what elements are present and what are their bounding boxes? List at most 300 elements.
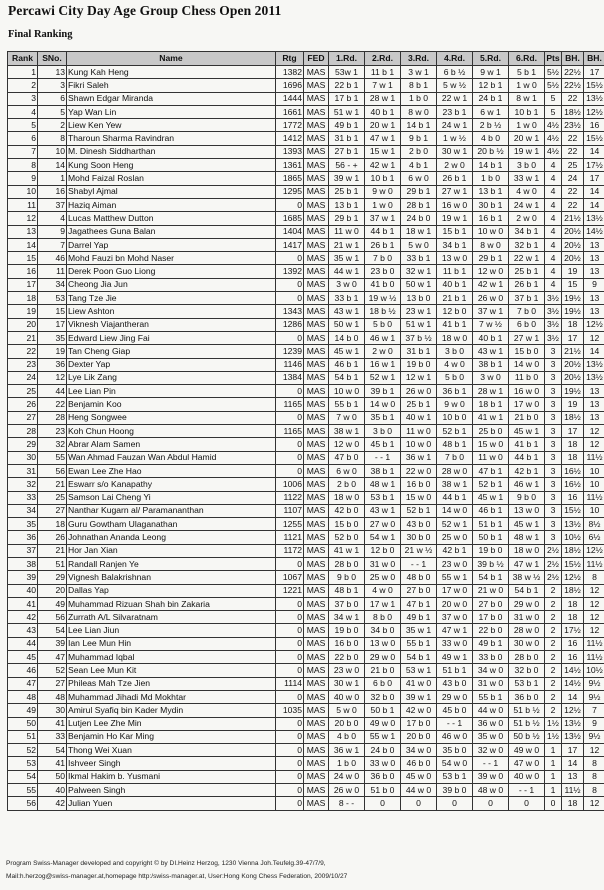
table-cell: 20½ (562, 358, 584, 371)
table-cell: 56 (38, 611, 67, 624)
table-cell: 0 (276, 770, 304, 783)
table-cell: 48 b 0 (401, 571, 437, 584)
table-cell: 15 b 0 (329, 518, 365, 531)
table-cell: 15 b 0 (509, 345, 545, 358)
table-cell: 1685 (276, 212, 304, 225)
table-cell: 46 b 1 (329, 358, 365, 371)
table-cell: 27 b 0 (401, 584, 437, 597)
table-cell: 5 (38, 105, 67, 118)
table-cell: Haziq Aiman (67, 198, 276, 211)
table-cell: 41 b 1 (509, 438, 545, 451)
table-cell: 2 w 0 (509, 212, 545, 225)
table-cell: MAS (304, 704, 329, 717)
table-cell: 51 (8, 730, 38, 743)
table-cell: MAS (304, 425, 329, 438)
table-cell: 52 b 1 (473, 478, 509, 491)
table-cell: Yap Wan Lin (67, 105, 276, 118)
table-cell: 1146 (276, 358, 304, 371)
table-row (8, 238, 604, 251)
table-cell: 4 b 1 (401, 159, 437, 172)
table-cell: 10½ (584, 664, 604, 677)
table-cell: 8 (584, 757, 604, 770)
table-cell: 29 w 0 (437, 690, 473, 703)
table-cell: 53 b 1 (365, 491, 401, 504)
table-cell: Muhammad Jihadi Md Mokhtar (67, 690, 276, 703)
table-cell: Benjamin Koo (67, 398, 276, 411)
table-cell: 0 (276, 451, 304, 464)
table-cell: 54 w 1 (365, 531, 401, 544)
table-cell: 0 (276, 331, 304, 344)
table-cell: 10 b 1 (509, 105, 545, 118)
table-cell: 20½ (562, 238, 584, 251)
table-cell: 13½ (584, 92, 604, 105)
table-cell: 4 (545, 159, 562, 172)
table-cell: 50 b 1 (365, 704, 401, 717)
table-cell: 7 b 0 (365, 252, 401, 265)
table-cell: 26 w 0 (401, 385, 437, 398)
table-cell: MAS (304, 464, 329, 477)
table-cell: 0 (365, 797, 401, 810)
table-cell: 34 b 1 (437, 238, 473, 251)
table-cell: 18 (562, 597, 584, 610)
table-cell: 25 b 0 (473, 425, 509, 438)
table-cell: 49 b 1 (401, 611, 437, 624)
table-cell: 12½ (584, 318, 604, 331)
table-cell: 54 (38, 624, 67, 637)
table-cell: MAS (304, 518, 329, 531)
table-cell: 4 b 0 (473, 132, 509, 145)
column-header: 4.Rd. (437, 52, 473, 66)
table-row (8, 331, 604, 344)
table-cell: 4 b 0 (329, 730, 365, 743)
table-cell: 37 w 0 (437, 611, 473, 624)
table-cell: 41 (38, 717, 67, 730)
table-cell: 9 (584, 278, 604, 291)
table-cell: Muhammad Rizuan Shah bin Zakaria (67, 597, 276, 610)
ranking-table (7, 51, 604, 811)
table-cell: 10 w 0 (401, 438, 437, 451)
table-cell: 16 b 1 (473, 212, 509, 225)
table-cell: 40 b 1 (365, 105, 401, 118)
table-cell: Ian Lee Mun Hin (67, 637, 276, 650)
table-cell: 1 (8, 66, 38, 79)
table-cell: 43 b 0 (401, 518, 437, 531)
table-row (8, 478, 604, 491)
table-cell: 2 b 0 (329, 478, 365, 491)
table-cell: 3 (545, 491, 562, 504)
table-cell: 35 w 0 (473, 730, 509, 743)
table-cell: 1 (545, 784, 562, 797)
table-cell: 7 (38, 238, 67, 251)
table-cell: 38 b 1 (473, 358, 509, 371)
table-cell: 1121 (276, 531, 304, 544)
table-cell: MAS (304, 611, 329, 624)
column-header: BH. (562, 52, 584, 66)
table-cell: 2 w 0 (365, 345, 401, 358)
table-cell: 33 b 0 (473, 651, 509, 664)
table-cell: 1286 (276, 318, 304, 331)
table-cell: 56 - + (329, 159, 365, 172)
table-cell: 33 (8, 491, 38, 504)
table-cell: 42 b 0 (329, 504, 365, 517)
table-cell: 3½ (545, 292, 562, 305)
table-cell: 13 (584, 305, 604, 318)
table-row (8, 411, 604, 424)
table-cell: 56 (8, 797, 38, 810)
table-cell: 47 b 1 (401, 597, 437, 610)
table-cell: 44 w 0 (473, 704, 509, 717)
table-cell: 40 w 1 (401, 411, 437, 424)
table-cell: 18 (562, 318, 584, 331)
table-cell: 19 w 1 (509, 145, 545, 158)
table-cell: 18 b ½ (365, 305, 401, 318)
table-cell: 19 (562, 265, 584, 278)
table-cell: 3 (545, 464, 562, 477)
column-header: Rtg (276, 52, 304, 66)
table-cell: 3½ (545, 305, 562, 318)
table-cell: 23 (38, 425, 67, 438)
table-cell: 8½ (584, 518, 604, 531)
table-cell: 29 (8, 438, 38, 451)
table-cell: 18 (38, 518, 67, 531)
table-cell: 34 b 1 (509, 225, 545, 238)
table-cell: 2 (545, 690, 562, 703)
table-cell: 15½ (584, 132, 604, 145)
table-cell: 9 b 0 (329, 571, 365, 584)
table-cell: 18 (562, 797, 584, 810)
table-row (8, 730, 604, 743)
table-cell: 15 w 1 (365, 145, 401, 158)
table-cell: 42 b 1 (509, 464, 545, 477)
table-cell: Samson Lai Cheng Yi (67, 491, 276, 504)
table-cell: 22 (562, 92, 584, 105)
table-cell: 51 b ½ (509, 704, 545, 717)
table-cell: 54 (38, 744, 67, 757)
table-cell: 7 b 0 (509, 305, 545, 318)
table-cell: Kung Soon Heng (67, 159, 276, 172)
table-cell: 19 b 0 (401, 358, 437, 371)
table-row (8, 464, 604, 477)
table-cell: 11½ (584, 637, 604, 650)
table-cell: 52 b 0 (329, 531, 365, 544)
table-cell: 0 (276, 198, 304, 211)
table-cell: 12 b 1 (473, 79, 509, 92)
table-cell: 15 b 1 (437, 225, 473, 238)
table-cell: Phileas Mah Tze Jien (67, 677, 276, 690)
table-cell: 9½ (584, 730, 604, 743)
table-cell: MAS (304, 717, 329, 730)
table-cell: 14 (562, 690, 584, 703)
table-cell: 9 b 1 (401, 132, 437, 145)
table-cell: 43 w 1 (473, 345, 509, 358)
table-cell: 6 b ½ (437, 66, 473, 79)
table-cell: 7 w 1 (365, 79, 401, 92)
table-cell: MAS (304, 744, 329, 757)
table-cell: Sean Lee Mun Kit (67, 664, 276, 677)
table-cell: 2 b ½ (473, 119, 509, 132)
column-header: Rank (8, 52, 38, 66)
table-cell: 1696 (276, 79, 304, 92)
table-cell: 37 (38, 198, 67, 211)
table-cell: 13 b 1 (329, 198, 365, 211)
table-cell: 46 w 0 (437, 730, 473, 743)
table-cell: - - 1 (509, 784, 545, 797)
column-header: 2.Rd. (365, 52, 401, 66)
table-row (8, 651, 604, 664)
table-cell: 42 b 1 (437, 544, 473, 557)
table-cell: 38 w 1 (437, 478, 473, 491)
table-cell: 11 (8, 198, 38, 211)
table-cell: 1417 (276, 238, 304, 251)
table-cell: 11 b 1 (437, 265, 473, 278)
table-cell: 4 (545, 212, 562, 225)
table-cell: 37 w 1 (365, 212, 401, 225)
table-cell: 6 (38, 92, 67, 105)
table-cell: 36 b 1 (437, 385, 473, 398)
table-row (8, 119, 604, 132)
table-cell: 6 w 0 (329, 464, 365, 477)
table-cell: 27 (38, 504, 67, 517)
table-cell: MAS (304, 92, 329, 105)
table-cell: 48 b 1 (329, 584, 365, 597)
table-cell: Dexter Yap (67, 358, 276, 371)
table-cell: MAS (304, 624, 329, 637)
table-cell: 1384 (276, 371, 304, 384)
table-cell: 3 (545, 438, 562, 451)
table-cell: 32 w 1 (401, 265, 437, 278)
table-cell: 4 w 0 (365, 584, 401, 597)
table-row (8, 79, 604, 92)
table-cell: 2 (545, 584, 562, 597)
table-cell: 1221 (276, 584, 304, 597)
table-cell: 23½ (562, 119, 584, 132)
table-cell: 20 b 0 (329, 717, 365, 730)
table-cell: 37 b 0 (329, 597, 365, 610)
header-row (8, 52, 604, 66)
table-cell: Cheong Jia Jun (67, 278, 276, 291)
table-cell: 0 (276, 744, 304, 757)
table-cell: 26 b 1 (437, 172, 473, 185)
table-cell: 55 w 1 (437, 571, 473, 584)
table-cell: 33 w 0 (365, 757, 401, 770)
footer-contact: Mail:h.herzog@swiss-manager.at,homepage http:/swiss-manager.at, User:Hong Kong Chess Federation, 2009/10/27 (6, 873, 348, 880)
table-cell: 12 (584, 744, 604, 757)
table-cell: 1865 (276, 172, 304, 185)
table-cell: 2 (545, 704, 562, 717)
table-cell: 12 (8, 212, 38, 225)
table-row (8, 744, 604, 757)
table-cell: 19 w 1 (437, 212, 473, 225)
table-cell: 22 (562, 185, 584, 198)
table-cell: Wan Ahmad Fauzan Wan Abdul Hamid (67, 451, 276, 464)
table-cell: 14 b 0 (329, 331, 365, 344)
table-cell: Nanthar Kugarn al/ Paramananthan (67, 504, 276, 517)
table-cell: 32 (8, 478, 38, 491)
table-cell: 4 (545, 265, 562, 278)
table-cell: 18 w 0 (329, 491, 365, 504)
table-cell: 20 w 1 (365, 119, 401, 132)
table-cell: 0 (276, 664, 304, 677)
table-cell: 47 b 1 (473, 464, 509, 477)
table-cell: 0 (276, 717, 304, 730)
table-cell: 29 b 1 (473, 252, 509, 265)
table-cell: 28 b 0 (509, 651, 545, 664)
table-cell: 11 b 0 (509, 371, 545, 384)
table-cell: 13 (584, 385, 604, 398)
table-cell: 45 w 1 (473, 491, 509, 504)
table-cell: 23 w 0 (437, 557, 473, 570)
table-row (8, 345, 604, 358)
table-cell: 48 b 1 (437, 438, 473, 451)
table-cell: MAS (304, 305, 329, 318)
table-row (8, 704, 604, 717)
table-cell: 39 (8, 571, 38, 584)
table-cell: 1404 (276, 225, 304, 238)
table-cell: 0 (276, 557, 304, 570)
table-cell: 39 w 1 (401, 690, 437, 703)
table-cell: 5 b 0 (365, 318, 401, 331)
table-cell: 0 (473, 797, 509, 810)
table-row (8, 278, 604, 291)
column-header: 3.Rd. (401, 52, 437, 66)
table-cell: 21 (38, 544, 67, 557)
table-row (8, 318, 604, 331)
table-cell: 9 b 0 (509, 491, 545, 504)
table-cell: 0 (276, 690, 304, 703)
table-cell: - - 1 (365, 451, 401, 464)
table-cell: 25 w 0 (365, 571, 401, 584)
table-cell: 17½ (584, 159, 604, 172)
table-cell: 11½ (584, 557, 604, 570)
table-cell: Ishveer Singh (67, 757, 276, 770)
table-cell: 10 b 1 (365, 172, 401, 185)
table-cell: 30 (38, 704, 67, 717)
table-cell: 1 b 0 (473, 172, 509, 185)
table-cell: MAS (304, 371, 329, 384)
table-cell: 8 (8, 159, 38, 172)
table-cell: 28 (38, 411, 67, 424)
table-cell: 12½ (584, 544, 604, 557)
table-cell: 10 (584, 504, 604, 517)
table-cell: 6 (8, 132, 38, 145)
table-cell: 37 b ½ (401, 331, 437, 344)
table-cell: Palween Singh (67, 784, 276, 797)
table-cell: 0 (276, 730, 304, 743)
table-cell: Mohd Faizal Roslan (67, 172, 276, 185)
table-cell: 21 b 0 (509, 411, 545, 424)
table-cell: 16 (562, 637, 584, 650)
table-row (8, 451, 604, 464)
table-cell: 13 b 1 (473, 185, 509, 198)
table-cell: 1412 (276, 132, 304, 145)
table-cell: 53 (38, 292, 67, 305)
table-cell: 1 w 0 (365, 198, 401, 211)
table-cell: 23 b 1 (437, 105, 473, 118)
table-cell: 37 b 1 (509, 292, 545, 305)
table-cell: MAS (304, 172, 329, 185)
table-cell: 0 (276, 438, 304, 451)
table-cell: MAS (304, 331, 329, 344)
table-row (8, 637, 604, 650)
table-cell: 34 (8, 504, 38, 517)
table-cell: 12½ (584, 105, 604, 118)
table-cell: 11 b 1 (365, 66, 401, 79)
table-cell: 47 w 1 (365, 132, 401, 145)
table-cell: Benjamin Ho Kar Ming (67, 730, 276, 743)
table-cell: 21 w ½ (401, 544, 437, 557)
table-row (8, 371, 604, 384)
table-cell: 26 w 0 (329, 784, 365, 797)
table-row (8, 305, 604, 318)
table-cell: 28 w 0 (509, 624, 545, 637)
table-cell: MAS (304, 265, 329, 278)
table-cell: 1295 (276, 185, 304, 198)
table-cell: 19½ (562, 385, 584, 398)
table-cell: MAS (304, 504, 329, 517)
table-cell: 1255 (276, 518, 304, 531)
table-row (8, 544, 604, 557)
table-cell: 6 b 0 (509, 318, 545, 331)
table-row (8, 797, 604, 810)
table-cell: 38 (8, 557, 38, 570)
table-cell: 44 w 1 (329, 265, 365, 278)
table-cell: 13 (584, 252, 604, 265)
table-cell: 45 w 1 (329, 345, 365, 358)
table-cell: 24 w 1 (437, 119, 473, 132)
table-cell: 1 (545, 757, 562, 770)
table-cell: 20½ (562, 371, 584, 384)
table-cell: 14 (8, 238, 38, 251)
table-cell: 12 w 1 (401, 371, 437, 384)
table-cell: 16 w 0 (509, 385, 545, 398)
table-cell: 21 b 0 (365, 664, 401, 677)
table-cell: 20 b ½ (473, 145, 509, 158)
table-cell: 31 b 1 (329, 132, 365, 145)
table-cell: 1661 (276, 105, 304, 118)
table-cell: Zurrath A/L Silvaratnam (67, 611, 276, 624)
table-cell: 17 w 0 (437, 584, 473, 597)
table-cell: 46 (38, 252, 67, 265)
table-cell: 19½ (562, 292, 584, 305)
table-cell: MAS (304, 637, 329, 650)
table-cell: MAS (304, 438, 329, 451)
table-cell: MAS (304, 212, 329, 225)
table-cell: Tan Cheng Giap (67, 345, 276, 358)
table-cell: MAS (304, 491, 329, 504)
table-cell: 2 (545, 624, 562, 637)
table-cell: 10 (8, 185, 38, 198)
table-cell: 14 b 1 (401, 119, 437, 132)
table-cell: 13 (584, 238, 604, 251)
table-cell: 39 b 1 (365, 385, 401, 398)
table-cell: Shawn Edgar Miranda (67, 92, 276, 105)
table-cell: 51 b 0 (365, 784, 401, 797)
table-cell: Julian Yuen (67, 797, 276, 810)
table-cell: 40 w 0 (509, 770, 545, 783)
table-cell: 5 w 0 (329, 704, 365, 717)
table-cell: 48 (8, 690, 38, 703)
table-cell: 41 b 0 (365, 278, 401, 291)
table-cell: 12 b 0 (365, 544, 401, 557)
table-cell: 20½ (562, 252, 584, 265)
table-cell: 25 (562, 159, 584, 172)
table-cell: 55 (38, 451, 67, 464)
table-cell: 24 w 0 (329, 770, 365, 783)
table-cell: Abrar Alam Samen (67, 438, 276, 451)
table-cell: 20½ (562, 225, 584, 238)
table-cell: 27 (8, 411, 38, 424)
table-cell: 36 w 1 (329, 744, 365, 757)
